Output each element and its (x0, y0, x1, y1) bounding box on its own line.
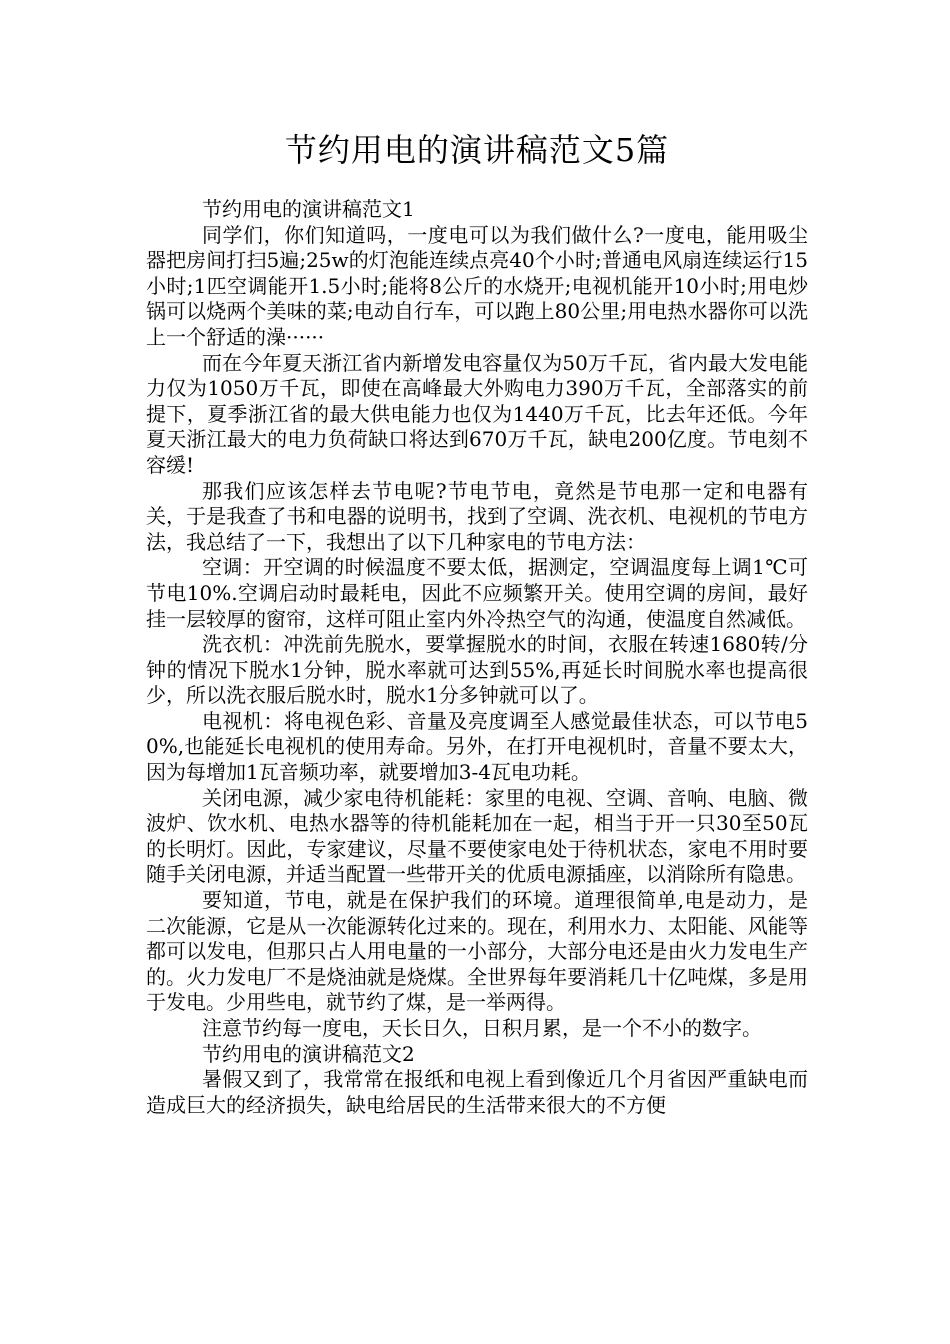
paragraph-how-to-save: 那我们应该怎样去节电呢?节电节电，竟然是节电那一定和电器有关，于是我查了书和电器的说明书，找到了空调、洗衣机、电视机的节电方法，我总结了一下，我想出了以下几种家电的节电方法： (146, 478, 808, 554)
paragraph-television: 电视机：将电视色彩、音量及亮度调至人感觉最佳状态，可以节电50%,也能延长电视机的使用寿命。另外，在打开电视机时，音量不要太大，因为每增加1瓦音频功率，就要增加3-4瓦电功耗。 (146, 708, 808, 785)
paragraph-standby-power: 关闭电源，减少家电待机能耗：家里的电视、空调、音响、电脑、微波炉、饮水机、电热水器等的待机能耗加在一起，相当于开一只30至50瓦的长明灯。因此，专家建议，尽量不要使家电处于待机状态，家电不用时要随手关闭电源，并适当配置一些带开关的优质电源插座，以消除所有隐患。 (146, 785, 808, 887)
paragraph-intro: 同学们，你们知道吗，一度电可以为我们做什么?一度电，能用吸尘器把房间打扫5遍;25w的灯泡能连续点亮40个小时;普通电风扇连续运行15小时;1匹空调能开1.5小时;能将8公斤的水烧开;电视机能开10小时;用电炒锅可以烧两个美味的菜;电动自行车，可以跑上80公里;用电热水器你可以洗上一个舒适的澡······ (146, 222, 808, 349)
document-page (146, 0, 808, 1344)
paragraph-summer: 暑假又到了，我常常在报纸和电视上看到像近几个月省因严重缺电而造成巨大的经济损失，缺电给居民的生活带来很大的不方便 (146, 1067, 808, 1117)
section-heading-1: 节约用电的演讲稿范文1 (202, 197, 415, 221)
paragraph-washing-machine: 洗衣机：冲洗前先脱水，要掌握脱水的时间，衣服在转速1680转/分钟的情况下脱水1分钟，脱水率就可达到55%,再延长时间脱水率也提高很少，所以洗衣服后脱水时，脱水1分多钟就可以了。 (146, 632, 808, 708)
section-heading-2: 节约用电的演讲稿范文2 (202, 1041, 415, 1066)
paragraph-zhejiang-power: 而在今年夏天浙江省内新增发电容量仅为50万千瓦，省内最大发电能力仅为1050万千瓦，即使在高峰最大外购电力390万千瓦，全部落实的前提下，夏季浙江省的最大供电能力也仅为1440万千瓦，比去年还低。今年夏天浙江最大的电力负荷缺口将达到670万千瓦，缺电200亿度。节电刻不容缓! (146, 350, 808, 477)
document-body (146, 197, 808, 1118)
paragraph-air-conditioner: 空调：开空调的时候温度不要太低，据测定，空调温度每上调1℃可节电10%.空调启动时最耗电，因此不应频繁开关。使用空调的房间，最好挂一层较厚的窗帘，这样可阻止室内外冷热空气的沟通，使温度自然减低。 (146, 555, 808, 631)
paragraph-environment: 要知道，节电，就是在保护我们的环境。道理很简单,电是动力，是二次能源，它是从一次能源转化过来的。现在，利用水力、太阳能、风能等都可以发电，但那只占人用电量的一小部分，大部分电还是由火力发电生产的。火力发电厂不是烧油就是烧煤。全世界每年要消耗几十亿吨煤，多是用于发电。少用些电，就节约了煤，是一举两得。 (146, 888, 808, 1015)
paragraph-conclusion: 注意节约每一度电，天长日久，日积月累，是一个不小的数字。 (202, 1016, 762, 1040)
document-title: 节约用电的演讲稿范文5篇 (284, 131, 670, 169)
